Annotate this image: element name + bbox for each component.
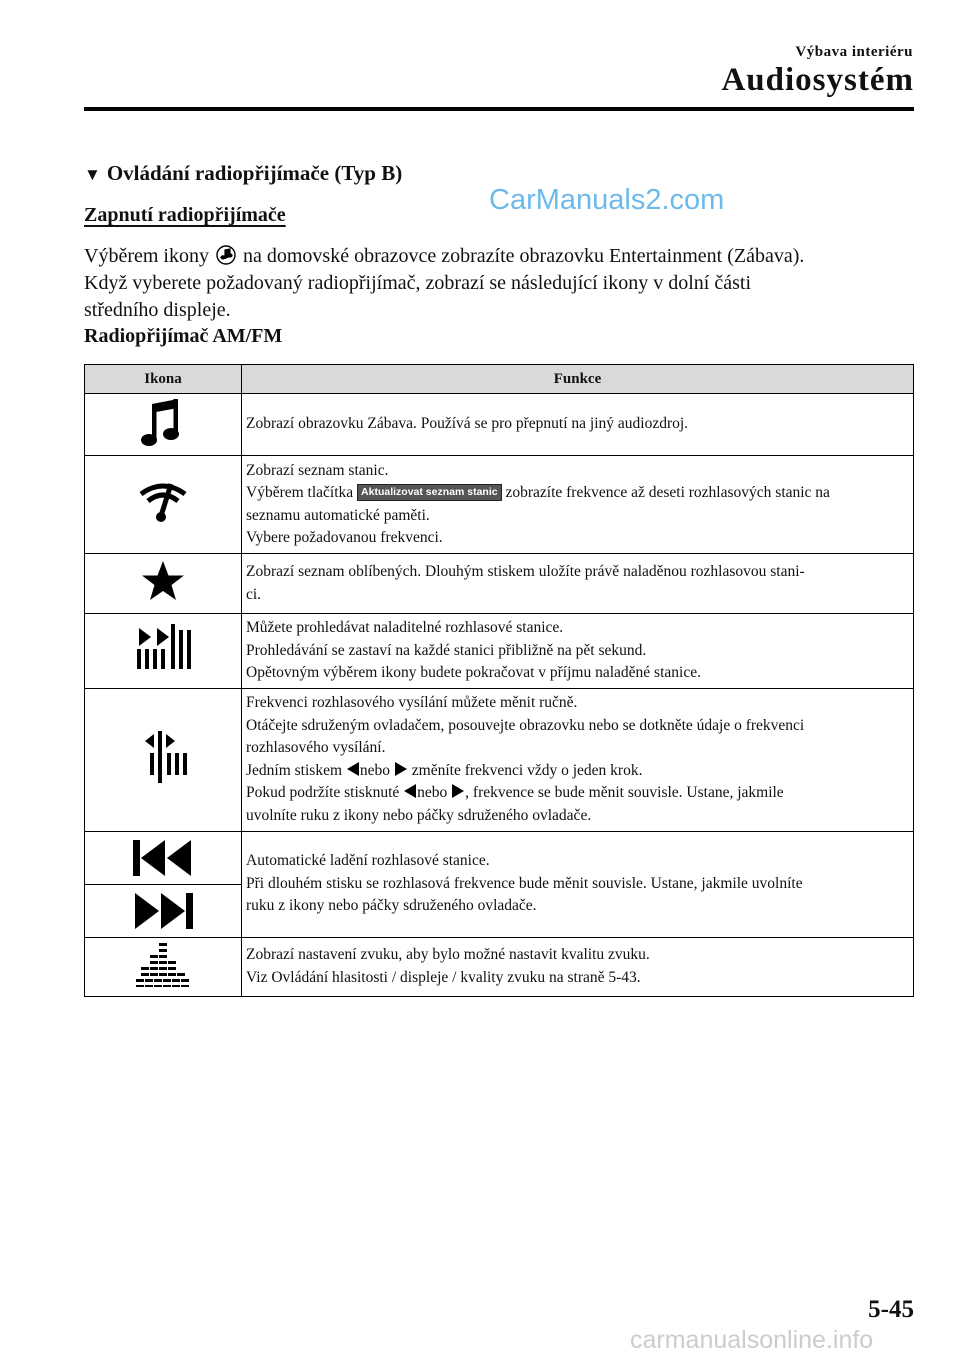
function-text: Při dlouhém stisku se rozhlasová frekvence bude měnit souvisle. Ustane, jakmile uvolníte [246, 874, 803, 892]
para-line-2: Když vyberete požadovaný radiopřijímač, zobrazí se následující ikony v dolní části [84, 272, 752, 294]
function-text-part: Jedním stiskem [246, 761, 343, 779]
function-text-part: , frekvence se bude měnit souvisle. Ustane, jakmile [465, 784, 784, 801]
header-function-cell: Funkce [242, 365, 914, 394]
function-text [246, 782, 907, 805]
function-cell [242, 614, 914, 689]
page-number: 5-45 [868, 1296, 914, 1323]
function-text-part: nebo [359, 761, 391, 779]
function-text: Otáčejte sdruženým ovladačem, posouvejte obrazovku nebo se dotkněte údaje o frekvenci [246, 716, 805, 734]
star-icon [141, 560, 185, 602]
function-text: Viz Ovládání hlasitosti / displeje / kvality zvuku na straně 5-43. [246, 968, 641, 986]
function-text: Zobrazí nastavení zvuku, aby bylo možné nastavit kvalitu zvuku. [246, 946, 650, 963]
table-row [85, 554, 914, 614]
seek-back-cell [85, 832, 241, 885]
function-text: Zobrazí seznam stanic. [246, 461, 389, 479]
manual-tune-icon [138, 731, 188, 783]
function-text: Automatické ladění rozhlasové stanice. [246, 852, 490, 870]
section-title-text: Ovládání radiopřijímače (Typ B) [106, 161, 403, 185]
table-row [85, 688, 914, 831]
function-text: Můžete prohledávat naladitelné rozhlasové stanice. [246, 619, 564, 636]
arrow-right-icon [394, 761, 408, 777]
footer-watermark: carmanualsonline.info [630, 1326, 874, 1354]
icon-cell [85, 688, 242, 831]
sound-settings-icon [134, 941, 192, 987]
para-line-3: středního displeje. [84, 299, 231, 321]
icon-cell [85, 831, 242, 937]
icon-cell [85, 456, 242, 554]
function-cell [242, 937, 914, 996]
para-text-1: Výběrem ikony [84, 245, 209, 267]
function-text: Zobrazí obrazovku Zábava. Používá se pro přepnutí na jiný audiozdroj. [246, 415, 689, 433]
function-text: Frekvenci rozhlasového vysílání můžete měnit ručně. [246, 694, 578, 711]
function-cell [242, 554, 914, 614]
watermark: CarManuals2.com [489, 184, 725, 216]
arrow-left-icon [346, 761, 360, 777]
header-icon-cell: Ikona [85, 365, 242, 394]
function-text: rozhlasového vysílání. [246, 739, 386, 756]
station-list-icon [137, 480, 189, 524]
function-text: ci. [246, 585, 262, 603]
function-text [246, 760, 907, 783]
function-cell [242, 394, 914, 456]
function-text-part: změníte frekvenci vždy o jeden krok. [411, 761, 643, 779]
entertainment-icon [216, 245, 236, 265]
function-table [84, 364, 914, 997]
chapter-title: Výbava interiéru [795, 44, 913, 60]
seek-forward-cell [85, 885, 241, 937]
function-text-part: zobrazíte frekvence až deseti rozhlasových stanic na [505, 484, 830, 501]
radio-subtitle: Radiopřijímač AM/FM [84, 325, 283, 347]
subsection-title: Zapnutí radiopřijímače [84, 204, 286, 226]
seek-back-icon [131, 838, 195, 878]
function-text: Prohledávání se zastaví na každé stanici přibližně na pět sekund. [246, 641, 647, 659]
scan-icon [133, 624, 193, 672]
function-text [246, 482, 907, 505]
update-station-list-button: Aktualizovat seznam stanic [357, 484, 502, 501]
triangle-bullet-icon: ▼ [84, 165, 101, 184]
section-title [84, 161, 402, 186]
icon-cell [85, 614, 242, 689]
table-row [85, 831, 914, 937]
music-note-icon [138, 396, 188, 448]
intro-paragraph [84, 243, 914, 324]
function-text-part: nebo [417, 784, 448, 801]
function-cell [242, 688, 914, 831]
icon-cell [85, 394, 242, 456]
table-row [85, 456, 914, 554]
page-title: Audiosystém [721, 62, 914, 98]
para-text-2: na domovské obrazovce zobrazíte obrazovku Entertainment (Zábava). [242, 245, 805, 267]
arrow-left-icon [403, 783, 417, 799]
function-text-part: Pokud podržíte stisknuté [246, 784, 400, 801]
table-row [85, 937, 914, 996]
icon-cell [85, 937, 242, 996]
table-header-row [85, 365, 914, 394]
seek-forward-icon [131, 891, 195, 931]
function-cell [242, 456, 914, 554]
function-cell [242, 831, 914, 937]
function-text-part: Výběrem tlačítka [246, 484, 354, 501]
arrow-right-icon [451, 783, 465, 799]
function-text: ruku z ikony nebo páčky sdruženého ovladače. [246, 897, 537, 915]
header-rule [84, 107, 914, 111]
function-text: Zobrazí seznam oblíbených. Dlouhým stiskem uložíte právě naladěnou rozhlasovou stani- [246, 563, 805, 580]
table-row [85, 394, 914, 456]
function-text: uvolníte ruku z ikony nebo páčky sdruženého ovladače. [246, 806, 592, 824]
function-text: seznamu automatické paměti. [246, 506, 430, 524]
function-text: Vybere požadovanou frekvenci. [246, 529, 443, 546]
icon-cell [85, 554, 242, 614]
table-row [85, 614, 914, 689]
function-text: Opětovným výběrem ikony budete pokračovat v příjmu naladěné stanice. [246, 664, 701, 681]
